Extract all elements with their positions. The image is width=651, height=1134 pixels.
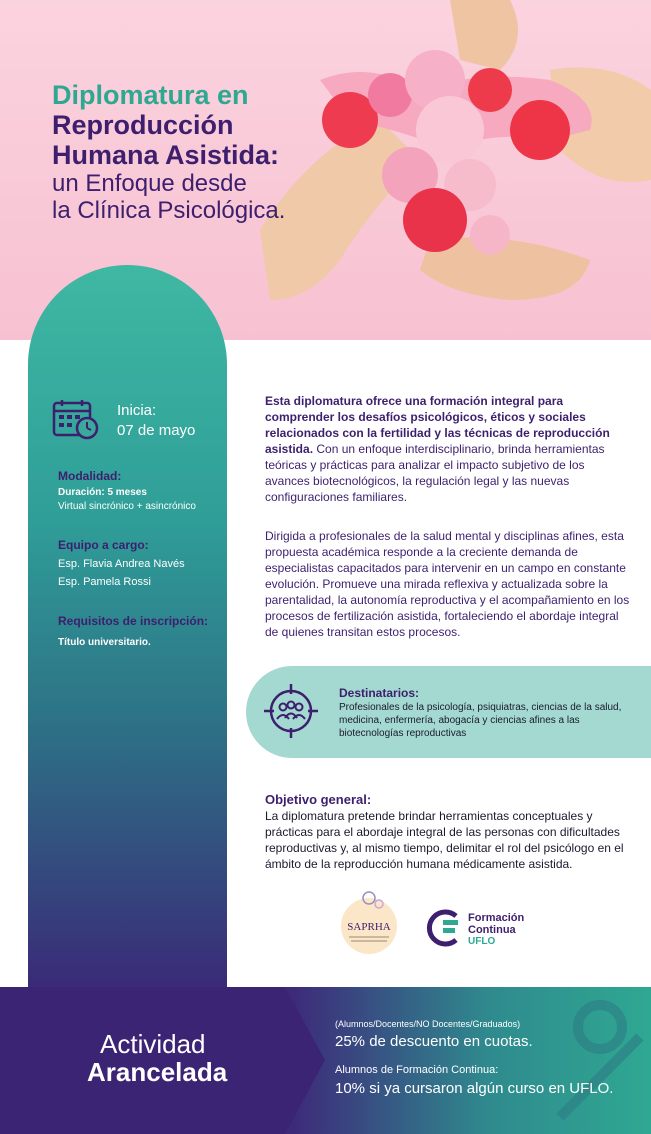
intro-rest: Con un enfoque interdisciplinario, brinda herramientas teóricas y prácticas para analizar el impacto subjetivo de los avances biotecnológicos, la regulación legal y las nuevas configuraciones familiares. — [265, 442, 605, 504]
intro-bold: Esta diplomatura ofrece una formación integral para comprender los desafíos psicológicos, éticos y sociales relacionados con la fertilidad y las técnicas de reproducción asistida. — [265, 394, 610, 456]
audience-paragraph: Dirigida a profesionales de la salud mental y disciplinas afines, esta propuesta académica responde a la creciente demanda de especialistas capacitados para intervenir en un campo en constante evolución. Promueve una mirada reflexiva y actualizada sobre la parentalidad, la autonomía reproductiva y el acompañamiento en los procesos de fertilización asistida, fortaleciendo el abordaje integral de quienes transitan estos procesos. — [265, 529, 630, 639]
uflo-text-1: Formación — [468, 912, 525, 924]
title-line-4: un Enfoque desde — [52, 170, 247, 197]
discount-2: 10% si ya cursaron algún curso en UFLO. — [335, 1080, 614, 1097]
saprha-logo-text: SAPRHA — [347, 921, 391, 933]
saprha-logo — [335, 884, 403, 956]
target-people-icon — [262, 682, 320, 740]
equipo-member-2: Esp. Pamela Rossi — [58, 576, 151, 588]
title-line-5: la Clínica Psicológica. — [52, 197, 286, 224]
start-label: Inicia: — [117, 402, 157, 419]
title-block — [52, 80, 352, 224]
audience-note-2: Alumnos de Formación Continua: — [335, 1064, 499, 1076]
objetivo-title: Objetivo general: — [265, 792, 372, 807]
arancelada-text: Arancelada — [87, 1057, 228, 1087]
objetivo-text: La diplomatura pretende brindar herramientas conceptuales y prácticas para el abordaje integral de las personas con dificultades reproductivas y, al mismo tiempo, delimitar el rol del psicólogo en el ámbito de la reproducción humana médicamente asistida. — [265, 809, 624, 871]
calendar-clock-icon — [52, 398, 100, 440]
modalidad-duration: Duración: 5 meses — [58, 487, 147, 498]
modalidad-title: Modalidad: — [58, 469, 122, 483]
uflo-mark-icon — [426, 908, 466, 948]
destinatarios-box — [246, 666, 651, 758]
equipo-member-1: Esp. Flavia Andrea Navés — [58, 558, 185, 570]
discount-1: 25% de descuento en cuotas. — [335, 1033, 533, 1050]
title-line-1: Diplomatura en — [52, 80, 249, 110]
start-date: 07 de mayo — [117, 422, 196, 439]
destinatarios-text: Profesionales de la psicología, psiquiatras, ciencias de la salud, medicina, enfermería, abogacía y ciencias afines a las biotecnologías reproductivas — [339, 702, 622, 739]
uflo-text-2: Continua — [468, 924, 516, 936]
equipo-title: Equipo a cargo: — [58, 538, 149, 552]
requisitos-title: Requisitos de inscripción: — [58, 614, 209, 628]
modalidad-mode: Virtual sincrónico + asincrónico — [58, 501, 196, 512]
start-info — [52, 398, 222, 440]
uflo-text-3: UFLO — [468, 936, 496, 947]
intro-paragraph — [265, 393, 630, 505]
title-line-3: Humana Asistida: — [52, 140, 280, 170]
title-line-2: Reproducción — [52, 110, 234, 140]
actividad-text: Actividad — [100, 1029, 206, 1059]
audience-note: (Alumnos/Docentes/NO Docentes/Graduados) — [335, 1019, 521, 1029]
requisitos-text: Título universitario. — [58, 637, 151, 648]
footer-banner — [0, 987, 651, 1134]
destinatarios-title: Destinatarios: — [339, 686, 420, 700]
uflo-logo — [426, 908, 556, 948]
